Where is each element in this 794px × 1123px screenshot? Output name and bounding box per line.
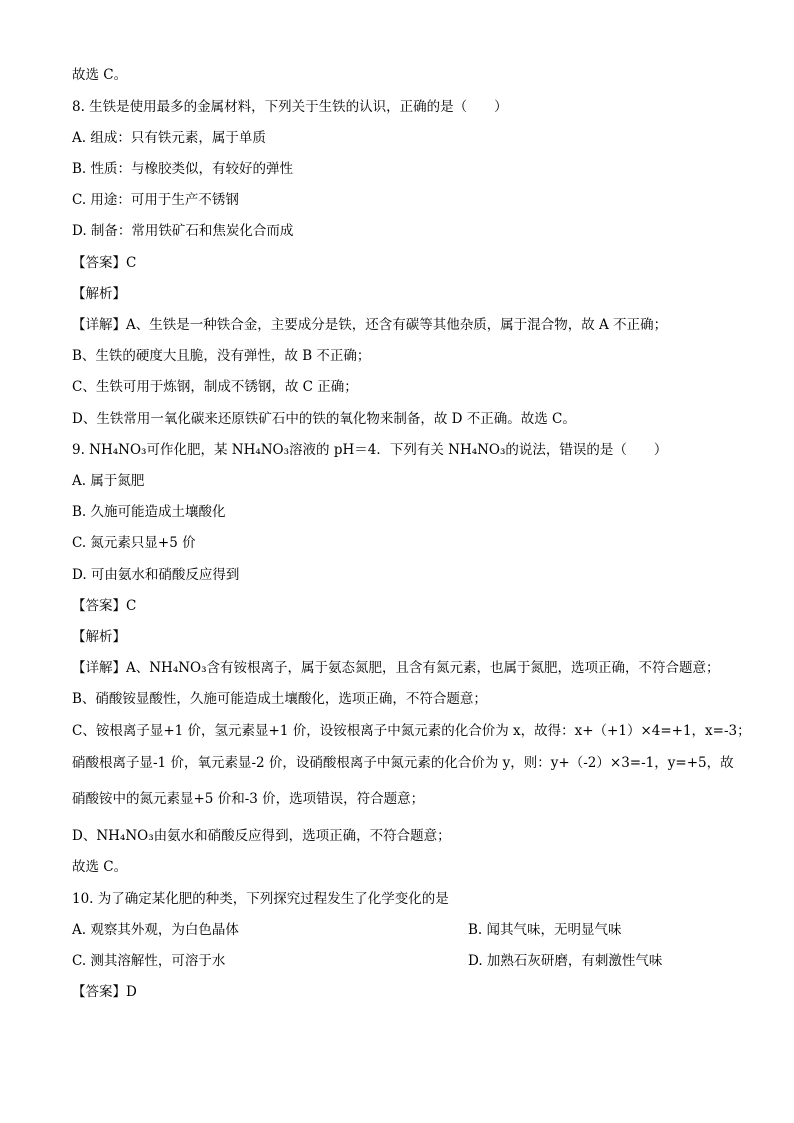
option-b: B. 久施可能造成土壤酸化 — [72, 504, 226, 520]
option-a: A. 组成：只有铁元素，属于单质 — [72, 130, 266, 146]
option-b: B. 性质：与橡胶类似，有较好的弹性 — [72, 161, 294, 177]
explanation-line: 硝酸铵中的氮元素显+5 价和-3 价，选项错误，符合题意； — [72, 791, 425, 807]
option-row — [72, 921, 734, 939]
option-c: C. 用途：可用于生产不锈钢 — [72, 192, 239, 208]
analysis-label: 【解析】 — [72, 629, 126, 645]
explanation-line: B、硝酸铵显酸性，久施可能造成土壤酸化，选项正确，不符合题意； — [72, 691, 487, 707]
analysis-label: 【解析】 — [72, 286, 126, 302]
explanation-line: B、生铁的硬度大且脆，没有弹性，故 B 不正确； — [72, 348, 371, 364]
option-d: D. 加熟石灰研磨，有刺激性气味 — [468, 953, 663, 969]
option-b: B. 闻其气味，无明显气味 — [468, 922, 622, 938]
explanation-line: 硝酸根离子显-1 价，氧元素显-2 价，设硝酸根离子中氮元素的化合价为 y，则：y+（-2）×3=-1，y=+5，故 — [72, 755, 734, 771]
text-line: 故选 C。 — [72, 67, 128, 83]
explanation-line: C、铵根离子显+1 价，氢元素显+1 价，设铵根离子中氮元素的化合价为 x，故得：x+（+1）×4=+1，x=-3； — [72, 723, 751, 739]
explanation-line: 【详解】A、生铁是一种铁合金，主要成分是铁，还含有碳等其他杂质，属于混合物，故 A 不正确； — [72, 317, 668, 333]
explanation-line: C、生铁可用于炼钢，制成不锈钢，故 C 正确； — [72, 379, 358, 395]
option-a: A. 观察其外观，为白色晶体 — [72, 922, 239, 938]
option-d: D. 制备：常用铁矿石和焦炭化合而成 — [72, 223, 294, 239]
answer-label: 【答案】C — [72, 598, 137, 614]
question-8: 8. 生铁是使用最多的金属材料，下列关于生铁的认识，正确的是（ ） — [72, 99, 508, 115]
option-c: C. 测其溶解性，可溶于水 — [72, 953, 226, 969]
option-row — [72, 952, 734, 970]
option-c: C. 氮元素只显+5 价 — [72, 535, 196, 551]
question-10: 10. 为了确定某化肥的种类，下列探究过程发生了化学变化的是 — [72, 891, 449, 907]
explanation-line: D、NH₄NO₃由氨水和硝酸反应得到，选项正确，不符合题意； — [72, 828, 451, 844]
explanation-line: 【详解】A、NH₄NO₃含有铵根离子，属于氨态氮肥，且含有氮元素，也属于氮肥，选项正确，不符合题意； — [72, 660, 720, 676]
option-a: A. 属于氮肥 — [72, 473, 145, 489]
option-d: D. 可由氨水和硝酸反应得到 — [72, 567, 240, 583]
text-line: 故选 C。 — [72, 859, 128, 875]
explanation-line: D、生铁常用一氧化碳来还原铁矿石中的铁的氧化物来制备，故 D 不正确。故选 C。 — [72, 411, 576, 427]
answer-label: 【答案】D — [72, 984, 137, 1000]
question-9: 9. NH₄NO₃可作化肥，某 NH₄NO₃溶液的 pH＝4．下列有关 NH₄NO₃的说法，错误的是（ ） — [72, 442, 668, 458]
answer-label: 【答案】C — [72, 255, 137, 271]
